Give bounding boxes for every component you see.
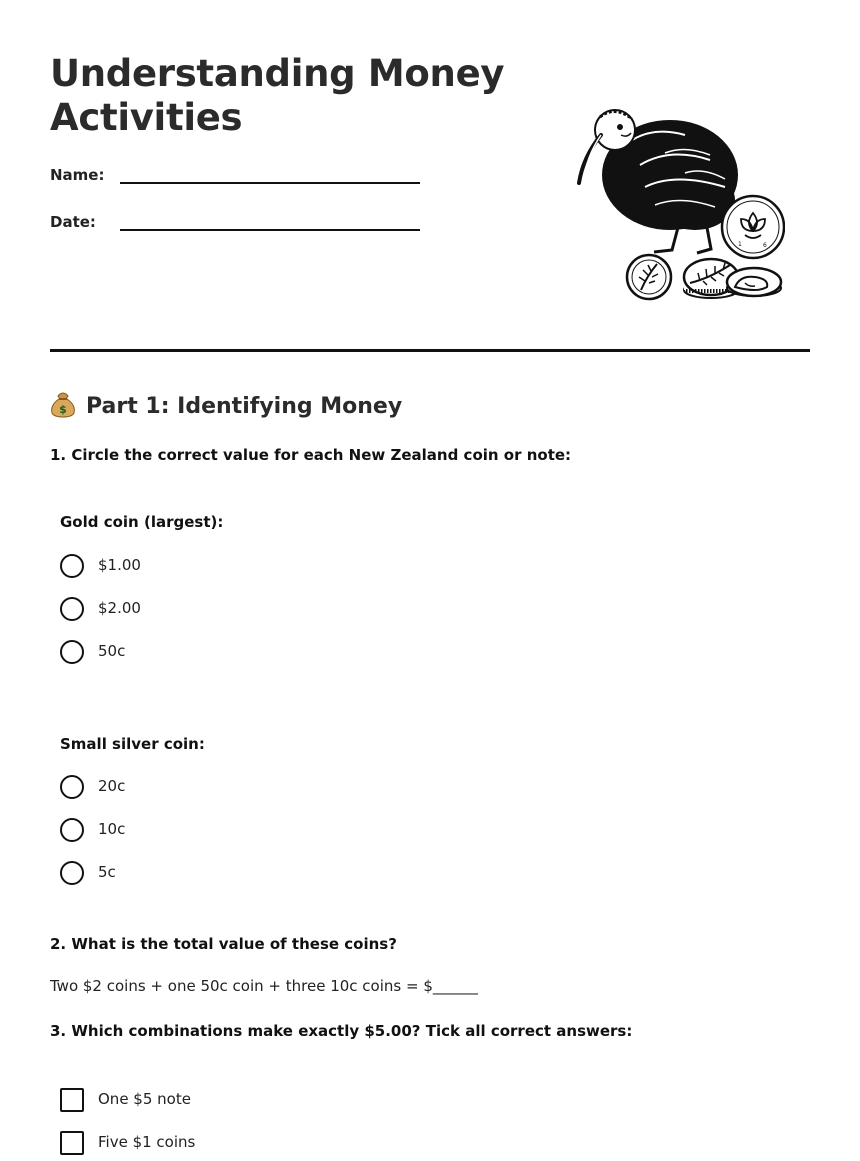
radio-circle[interactable] bbox=[60, 554, 84, 578]
part1-title: Part 1: Identifying Money bbox=[86, 394, 403, 419]
coin-digit-1: 1 bbox=[738, 241, 742, 248]
question-1: 1. Circle the correct value for each New Zealand coin or note: bbox=[50, 446, 572, 464]
option-label: 5c bbox=[98, 863, 116, 881]
coin-fern-icon bbox=[627, 255, 671, 299]
header-divider bbox=[50, 349, 810, 352]
page-title bbox=[50, 52, 530, 140]
checkbox-square[interactable] bbox=[60, 1131, 84, 1155]
radio-circle[interactable] bbox=[60, 861, 84, 885]
name-write-line[interactable] bbox=[120, 182, 420, 184]
option-label: One $5 note bbox=[98, 1090, 191, 1108]
question-2-answer-line[interactable]: Two $2 coins + one 50c coin + three 10c coins = $______ bbox=[50, 977, 478, 995]
worksheet-page bbox=[50, 0, 810, 1161]
svg-text:$: $ bbox=[59, 403, 67, 416]
radio-circle[interactable] bbox=[60, 818, 84, 842]
kiwi-bird-icon bbox=[579, 110, 738, 253]
coin-digit-2: 6 bbox=[763, 242, 767, 249]
radio-circle[interactable] bbox=[60, 597, 84, 621]
title-line-2: Activities bbox=[50, 96, 243, 139]
money-bag-icon bbox=[50, 388, 76, 418]
name-label: Name: bbox=[50, 166, 105, 184]
option-label: 50c bbox=[98, 642, 126, 660]
group-silver-coin-label: Small silver coin: bbox=[60, 735, 205, 753]
coin-flower-icon bbox=[722, 196, 784, 258]
option-label: $1.00 bbox=[98, 556, 141, 574]
radio-circle[interactable] bbox=[60, 640, 84, 664]
option-label: Five $1 coins bbox=[98, 1133, 196, 1151]
option-label: $2.00 bbox=[98, 599, 141, 617]
checkbox-square[interactable] bbox=[60, 1088, 84, 1112]
question-3: 3. Which combinations make exactly $5.00? Tick all correct answers: bbox=[50, 1022, 633, 1040]
title-line-1: Understanding Money bbox=[50, 52, 505, 95]
date-write-line[interactable] bbox=[120, 229, 420, 231]
date-label: Date: bbox=[50, 213, 96, 231]
coin-kiwi-tail-icon bbox=[727, 268, 781, 296]
question-2: 2. What is the total value of these coins? bbox=[50, 935, 397, 953]
part1-heading bbox=[50, 388, 402, 419]
group-gold-coin-label: Gold coin (largest): bbox=[60, 513, 224, 531]
option-label: 10c bbox=[98, 820, 126, 838]
option-label: 20c bbox=[98, 777, 126, 795]
kiwi-coins-illustration bbox=[545, 105, 785, 310]
radio-circle[interactable] bbox=[60, 775, 84, 799]
